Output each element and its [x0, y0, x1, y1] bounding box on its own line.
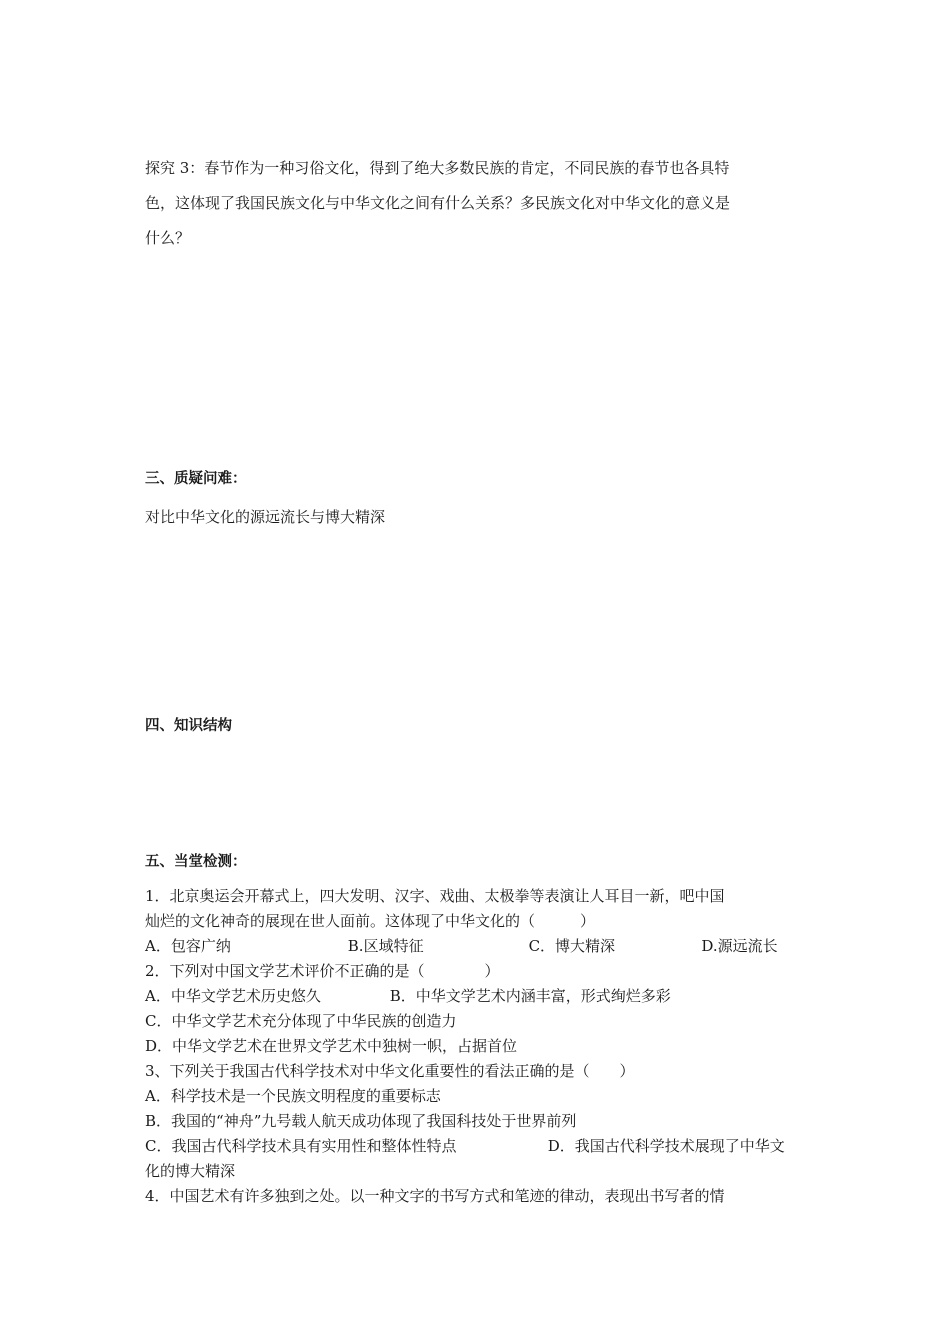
q2-option-d: D．中华文学艺术在世界文学艺术中独树一帜，占据首位: [145, 1037, 518, 1055]
q3-options-cd: [145, 1134, 810, 1159]
explore-3-line-3: 什么？: [145, 229, 191, 247]
quiz-block: [145, 884, 810, 1209]
q1-option-d: D.源远流长: [701, 937, 778, 955]
section-4-heading: 四、知识结构: [145, 718, 232, 734]
explore-3-line-2: 色，这体现了我国民族文化与中华文化之间有什么关系？多民族文化对中华文化的意义是: [145, 194, 731, 212]
section-3-text: 对比中华文化的源远流长与博大精深: [145, 508, 386, 526]
q3-stem: 3、下列关于我国古代科学技术对中华文化重要性的看法正确的是（ ）: [145, 1062, 635, 1080]
q3-option-b: B．我国的“神舟”九号载人航天成功体现了我国科技处于世界前列: [145, 1112, 577, 1130]
q2-option-a: A．中华文学艺术历史悠久: [145, 987, 321, 1005]
q3-option-d-line-2: 化的博大精深: [145, 1162, 236, 1180]
q1-options: [145, 934, 810, 959]
q1-option-b: B.区域特征: [347, 937, 424, 955]
q3-option-c: C．我国古代科学技术具有实用性和整体性特点: [145, 1137, 457, 1155]
explore-3-paragraph: [145, 151, 810, 256]
q2-options-ab: [145, 984, 810, 1009]
q2-option-c: C．中华文学艺术充分体现了中华民族的创造力: [145, 1012, 457, 1030]
q1-line-1: 1．北京奥运会开幕式上，四大发明、汉字、戏曲、太极拳等表演让人耳目一新，吧中国: [145, 887, 725, 905]
q1-line-2: 灿烂的文化神奇的展现在世人面前。这体现了中华文化的（ ）: [145, 912, 596, 930]
section-3-heading: 三、质疑问难：: [145, 471, 247, 487]
q1-option-a: A．包容广纳: [145, 937, 231, 955]
q3-option-a: A．科学技术是一个民族文明程度的重要标志: [145, 1087, 441, 1105]
q2-option-b: B．中华文学艺术内涵丰富，形式绚烂多彩: [389, 987, 671, 1005]
q1-option-c: C．博大精深: [528, 937, 616, 955]
q3-option-d-line-1: D．我国古代科学技术展现了中华文: [547, 1137, 785, 1155]
section-5-heading: 五、当堂检测：: [145, 854, 247, 870]
explore-3-line-1: 探究 3：春节作为一种习俗文化，得到了绝大多数民族的肯定，不同民族的春节也各具特: [145, 159, 730, 177]
q4-line-1: 4．中国艺术有许多独到之处。以一种文字的书写方式和笔迹的律动，表现出书写者的情: [145, 1187, 725, 1205]
q2-stem: 2．下列对中国文学艺术评价不正确的是（ ）: [145, 962, 500, 980]
